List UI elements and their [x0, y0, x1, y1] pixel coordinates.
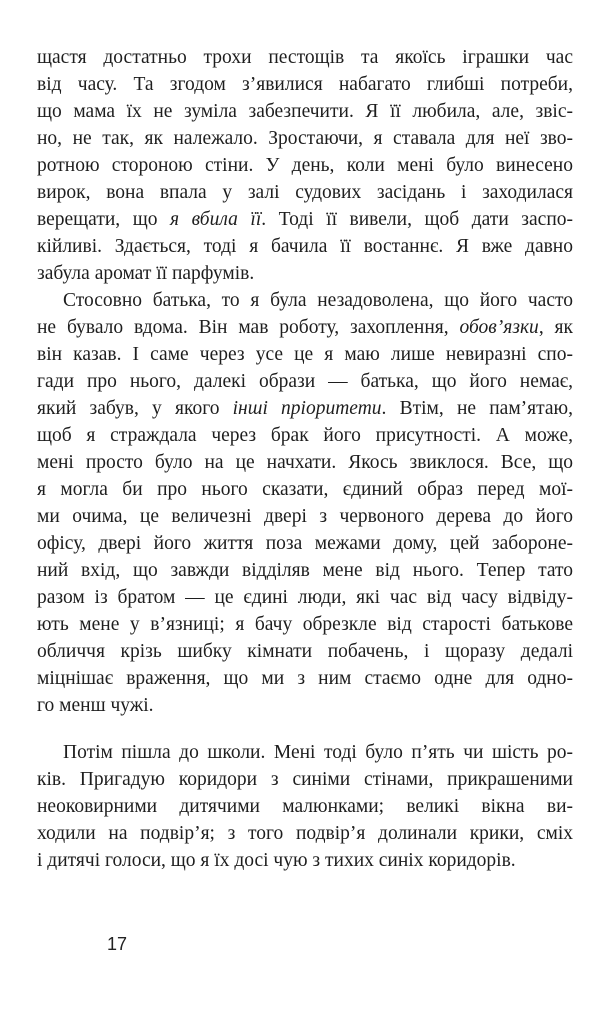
text-line	[37, 530, 573, 557]
text-line	[37, 665, 573, 692]
body-text: він казав. І саме через усе це я маю лише невиразні спо-	[37, 344, 573, 365]
text-line	[37, 233, 573, 260]
paragraph	[37, 739, 573, 874]
body-text: кійливі. Здається, тоді я бачила її востаннє. Я вже давно	[37, 236, 573, 257]
body-text: щоб я страждала через брак його присутності. А може,	[37, 425, 573, 446]
body-text: гади про нього, далекі образи — батька, що його немає,	[37, 371, 573, 392]
body-text: но, не так, як належало. Зростаючи, я ставала для неї зво-	[37, 128, 573, 149]
text-line	[37, 98, 573, 125]
text-line	[37, 125, 573, 152]
emphasized-text: я вбила її	[170, 209, 262, 230]
body-text: ротною стороною стіни. У день, коли мені було винесено	[37, 155, 573, 176]
body-text: що мама їх не зуміла забезпечити. Я її любила, але, звіс-	[37, 101, 573, 122]
body-text: міцнішає враження, що ми з ним стаємо одне для одно-	[37, 668, 573, 689]
body-text: Стосовно батька, то я була незадоволена, що його часто	[63, 290, 573, 311]
body-text: який забув, у якого	[37, 398, 233, 419]
body-text: неоковирними дитячими малюнками; великі вікна ви-	[37, 796, 573, 817]
body-text: , як	[538, 317, 573, 338]
body-text: забула аромат її парфумів.	[37, 263, 255, 284]
text-line	[37, 793, 573, 820]
text-line	[37, 611, 573, 638]
paragraph	[37, 287, 573, 719]
text-line	[37, 44, 573, 71]
text-block	[37, 44, 573, 874]
text-line	[37, 692, 573, 719]
body-text: го менш чужі.	[37, 695, 154, 716]
body-text: верещати, що	[37, 209, 170, 230]
text-line	[37, 314, 573, 341]
text-line	[37, 584, 573, 611]
body-text: і дитячі голоси, що я їх досі чую з тихих синіх коридорів.	[37, 850, 516, 871]
text-line	[37, 287, 573, 314]
text-line	[37, 557, 573, 584]
paragraph	[37, 44, 573, 287]
text-line	[37, 71, 573, 98]
emphasized-text: інші пріоритети	[232, 398, 382, 419]
body-text: мені просто було на це начхати. Якось звиклося. Все, що	[37, 452, 573, 473]
body-text: ків. Пригадую коридори з синіми стінами, прикрашеними	[37, 769, 573, 790]
text-line	[37, 847, 573, 874]
page-number: 17	[107, 934, 128, 954]
text-line	[37, 503, 573, 530]
body-text: ходили на подвір’я; з того подвір’я долинали крики, сміх	[37, 823, 573, 844]
body-text: обличчя крізь шибку кімнати побачень, і щоразу дедалі	[37, 641, 573, 662]
body-text: щастя достатньо трохи пестощів та якоїсь іграшки час	[37, 47, 573, 68]
text-line	[37, 638, 573, 665]
text-line	[37, 179, 573, 206]
text-line	[37, 206, 573, 233]
emphasized-text: обов’язки	[459, 317, 539, 338]
text-line	[37, 368, 573, 395]
text-line	[37, 766, 573, 793]
text-line	[37, 341, 573, 368]
body-text: ють мене у в’язниці; я бачу обрезкле від старості батькове	[37, 614, 573, 635]
body-text: офісу, двері його життя поза межами дому, цей забороне-	[37, 533, 573, 554]
text-line	[37, 395, 573, 422]
body-text: я могла би про нього сказати, єдиний образ перед мої-	[37, 479, 573, 500]
body-text: ний вхід, що завжди відділяв мене від нього. Тепер тато	[37, 560, 573, 581]
body-text: Потім пішла до школи. Мені тоді було п’ять чи шість ро-	[63, 742, 573, 763]
body-text: разом із братом — це єдині люди, які час від часу відвіду-	[37, 587, 573, 608]
body-text: ми очима, це величезні двері з червоного дерева до його	[37, 506, 573, 527]
text-line	[37, 820, 573, 847]
text-line	[37, 422, 573, 449]
body-text: не бувало вдома. Він мав роботу, захоплення,	[37, 317, 460, 338]
body-text: від часу. Та згодом з’явилися набагато глибші потреби,	[37, 74, 573, 95]
text-line	[37, 152, 573, 179]
text-line	[37, 449, 573, 476]
body-text: . Тоді її вивели, щоб дати заспо-	[261, 209, 573, 230]
body-text: . Втім, не пам’ятаю,	[381, 398, 573, 419]
body-text: вирок, вона впала у залі судових засідань і заходилася	[37, 182, 573, 203]
text-line	[37, 739, 573, 766]
text-line	[37, 476, 573, 503]
text-line	[37, 260, 573, 287]
